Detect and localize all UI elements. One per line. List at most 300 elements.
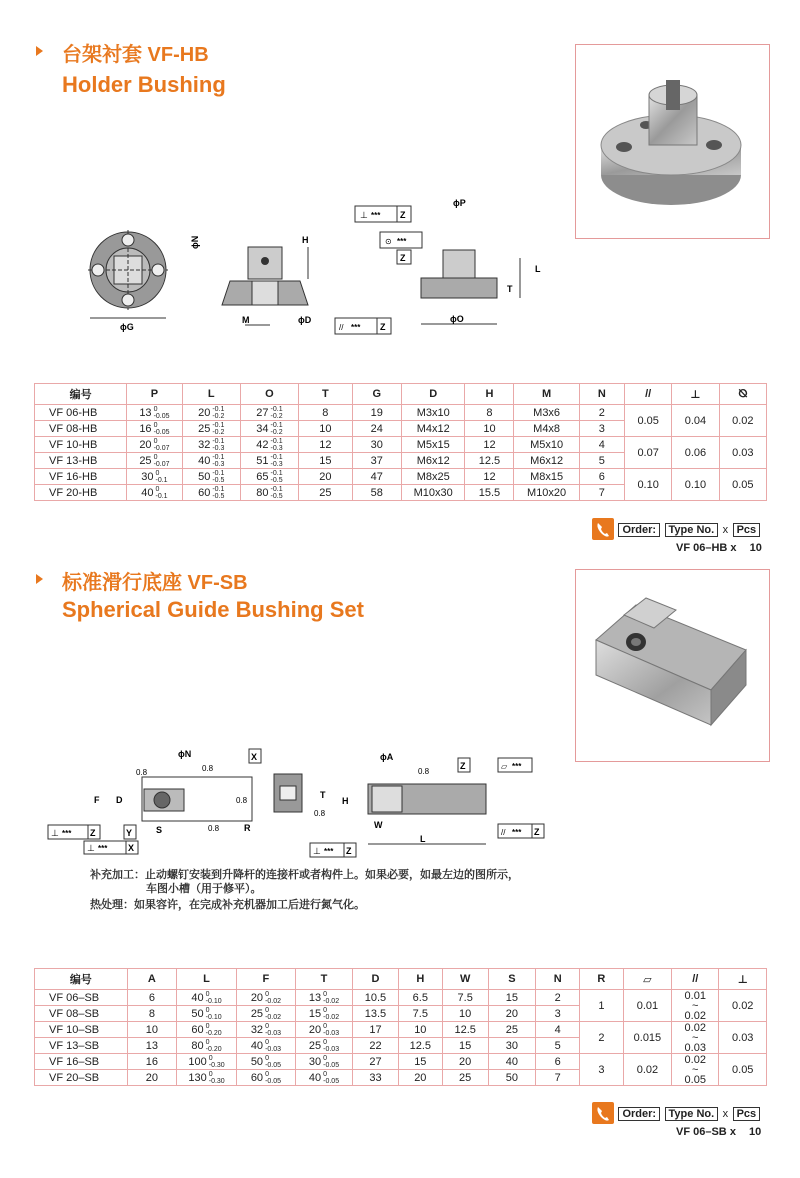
- section1-order-box: [592, 518, 760, 540]
- header-cell: F: [236, 969, 295, 990]
- dim-d-label-2: D: [116, 795, 123, 805]
- cell-value: 12: [483, 470, 496, 483]
- tolerance-upper: 0: [205, 1022, 210, 1030]
- tolerance: [212, 438, 224, 452]
- table-cell: [177, 1070, 237, 1086]
- tolerance-lower: -0.2: [270, 412, 283, 420]
- table-cell: [240, 437, 298, 453]
- table-cell: [182, 469, 240, 485]
- tolerance: [154, 422, 170, 436]
- cell-value: 32: [250, 1023, 264, 1036]
- dim-08-label-4: 0.8: [208, 824, 220, 833]
- table-cell: [536, 990, 580, 1006]
- cell-value: 3: [598, 422, 605, 435]
- tolerance-upper: 0: [265, 990, 269, 998]
- dim-f-label: F: [94, 795, 100, 805]
- header-cell: D: [353, 969, 399, 990]
- tolerance: [265, 991, 281, 1005]
- cell-value: VF 06–SB: [49, 991, 100, 1004]
- dim-08-label-1: 0.8: [136, 768, 148, 777]
- tolerance-upper: 0: [323, 1006, 328, 1014]
- cell-value: 13.5: [364, 1007, 387, 1020]
- table-cell: [35, 405, 127, 421]
- table-cell: [623, 1022, 671, 1054]
- cell-value: 0.07: [637, 446, 659, 459]
- table-cell: [352, 453, 401, 469]
- dim-l-label: L: [535, 264, 541, 274]
- table-cell: [579, 453, 624, 469]
- parallel-range-part: 0.02: [684, 1009, 706, 1022]
- header-cell: T: [299, 384, 353, 405]
- tolerance-lower: -0.05: [265, 1077, 282, 1085]
- tolerance-upper: -0.1: [212, 437, 225, 445]
- cell-value: 2: [598, 1031, 605, 1044]
- holder-side-view-drawing: [190, 225, 325, 335]
- cell-value: 5: [554, 1039, 561, 1052]
- cell-value: 25: [505, 1023, 519, 1036]
- tolerance: [154, 454, 170, 468]
- header-cell: ⊥: [672, 384, 719, 405]
- table-cell: [177, 1006, 237, 1022]
- cell-value: 4: [554, 1023, 561, 1036]
- cell-value: 40: [308, 1071, 322, 1084]
- tolerance-upper: -0.1: [270, 469, 283, 477]
- table-cell: [299, 485, 353, 501]
- table-cell: [514, 421, 579, 437]
- table-cell: [514, 405, 579, 421]
- table-cell: [35, 1022, 128, 1038]
- tolerance-lower: -0.1: [155, 492, 168, 500]
- table-cell: [536, 1054, 580, 1070]
- cell-value: 30: [308, 1055, 322, 1068]
- dim-stars-5: ***: [98, 844, 108, 853]
- table-cell: [352, 469, 401, 485]
- tolerance: [271, 406, 283, 420]
- cell-value: 25: [198, 422, 211, 435]
- svg-text://: //: [339, 323, 344, 332]
- order-label: Order:: [618, 1107, 660, 1121]
- cell-value: 20: [505, 1007, 519, 1020]
- tolerance: [206, 991, 222, 1005]
- tolerance-lower: -0.3: [212, 444, 225, 452]
- holder-section-view-drawing: [335, 192, 560, 342]
- tolerance-upper: 0: [153, 405, 158, 413]
- dim-z-label-7: Z: [346, 846, 352, 856]
- tolerance-upper: 0: [265, 1070, 269, 1078]
- header-cell: N: [579, 384, 624, 405]
- tolerance-upper: 0: [265, 1022, 269, 1030]
- cell-value: 0.03: [732, 446, 754, 459]
- table-cell: [295, 990, 352, 1006]
- cell-value: 12.5: [454, 1023, 476, 1036]
- cell-value: 25: [319, 486, 332, 499]
- dim-a-label: ϕA: [380, 752, 394, 762]
- table-cell: [127, 1054, 176, 1070]
- header-cell: ⦰: [719, 384, 766, 405]
- cell-value: 15: [319, 454, 332, 467]
- table-cell: [465, 485, 514, 501]
- cell-value: 60: [198, 486, 211, 499]
- table-cell: [488, 990, 536, 1006]
- cell-value: 25: [250, 1007, 264, 1020]
- table-cell: [182, 453, 240, 469]
- holder-bushing-render: [576, 45, 769, 238]
- table-cell: [353, 1006, 399, 1022]
- header-cell: N: [536, 969, 580, 990]
- order-example-x: x: [730, 542, 737, 554]
- dim-stars-6: ***: [512, 762, 522, 771]
- tolerance-lower: -0.02: [323, 1013, 340, 1021]
- tolerance: [154, 438, 170, 452]
- tolerance-lower: -0.2: [212, 412, 225, 420]
- cell-value: 8: [486, 406, 493, 419]
- tolerance-upper: 0: [323, 1038, 328, 1046]
- table-cell: [719, 469, 766, 501]
- table-cell: [295, 1022, 352, 1038]
- table-cell: [240, 485, 298, 501]
- tolerance-lower: -0.30: [208, 1061, 225, 1069]
- cell-value: 3: [598, 1063, 605, 1076]
- table-cell: [623, 1054, 671, 1086]
- table-cell: [127, 1070, 176, 1086]
- tolerance-upper: 0: [208, 1054, 213, 1062]
- tolerance-upper: 0: [323, 1022, 328, 1030]
- cell-value: VF 20–SB: [49, 1071, 100, 1084]
- order-pcs: Pcs: [733, 523, 761, 537]
- svg-text:⊥: ⊥: [51, 828, 59, 838]
- table-cell: [236, 1054, 295, 1070]
- cell-value: VF 08-HB: [49, 422, 98, 435]
- section1-title-en: Holder Bushing: [62, 72, 226, 97]
- header-cell: ▱: [623, 969, 671, 990]
- tolerance-lower: -0.10: [205, 1013, 222, 1021]
- dim-08-label-5: 0.8: [418, 767, 430, 776]
- cell-value: 0.02: [732, 414, 754, 427]
- cell-value: 5: [598, 454, 605, 467]
- table-cell: [442, 1038, 488, 1054]
- table-cell: [442, 1054, 488, 1070]
- table-cell: [35, 485, 127, 501]
- cell-value: M4x12: [416, 422, 450, 435]
- section1-title-cn: 台架衬套 VF-HB: [62, 44, 209, 66]
- cell-value: 12: [483, 438, 496, 451]
- tolerance-lower: -0.02: [265, 997, 282, 1005]
- tolerance: [209, 1055, 225, 1069]
- dim-w-label: W: [374, 820, 383, 830]
- tolerance-upper: 0: [155, 485, 160, 493]
- table-cell: [236, 1038, 295, 1054]
- cell-value: 20: [414, 1071, 427, 1084]
- header-cell: A: [127, 969, 176, 990]
- tolerance-lower: -0.03: [265, 1045, 282, 1053]
- cell-value: 15.5: [478, 486, 501, 499]
- tolerance-upper: 0: [265, 1054, 269, 1062]
- svg-text:⊥: ⊥: [313, 846, 321, 856]
- cell-value: 25: [139, 454, 152, 467]
- table-cell: [672, 437, 719, 469]
- table-cell: [442, 1006, 488, 1022]
- tolerance-lower: -0.30: [208, 1077, 225, 1085]
- guide-bushing-render: [576, 570, 769, 761]
- dim-d-label: ϕD: [298, 315, 312, 325]
- tolerance: [271, 470, 283, 484]
- cell-value: 0.015: [633, 1031, 662, 1044]
- tolerance: [265, 1039, 281, 1053]
- table-cell: [401, 405, 465, 421]
- table-cell: [672, 469, 719, 501]
- cell-value: M3x10: [416, 406, 450, 419]
- tolerance-lower: -0.05: [153, 428, 170, 436]
- note-line-1: 补充加工：止动螺钉安装到升降杆的连接杆或者构件上。如果必要，如最左边的图所示，: [90, 869, 519, 881]
- table-cell: [352, 437, 401, 453]
- tolerance: [212, 454, 224, 468]
- tolerance: [212, 406, 224, 420]
- holder-bushing-photo: [575, 44, 770, 239]
- dim-p-label: ϕP: [453, 198, 466, 208]
- cell-value: 0.10: [637, 478, 659, 491]
- table-cell: [465, 405, 514, 421]
- cell-value: M6x12: [416, 454, 450, 467]
- table-cell: [579, 469, 624, 485]
- cell-value: 8: [148, 1007, 155, 1020]
- cell-value: 6: [598, 470, 605, 483]
- svg-text:▱: ▱: [501, 762, 508, 771]
- cell-value: 32: [198, 438, 211, 451]
- header-cell: D: [401, 384, 465, 405]
- tolerance-lower: -0.02: [323, 997, 340, 1005]
- tolerance-lower: -0.05: [265, 1061, 282, 1069]
- tolerance-lower: -0.03: [323, 1029, 340, 1037]
- section2-title-cn: 标准滑行底座 VF-SB: [62, 572, 248, 594]
- header-cell: L: [182, 384, 240, 405]
- tolerance-upper: 0: [205, 1038, 210, 1046]
- cell-value: M6x12: [530, 454, 564, 467]
- order-type-no: Type No.: [665, 1107, 719, 1121]
- table-cell: [353, 1038, 399, 1054]
- cell-value: 2: [598, 406, 605, 419]
- table-cell: [353, 1054, 399, 1070]
- tolerance-lower: -0.10: [205, 997, 222, 1005]
- tolerance-lower: -0.07: [153, 460, 170, 468]
- table-cell: [177, 990, 237, 1006]
- table-cell: [719, 405, 766, 437]
- table-cell: [579, 405, 624, 421]
- cell-value: 8: [322, 406, 329, 419]
- cell-value: 0.05: [637, 414, 659, 427]
- table-cell: [580, 1022, 624, 1054]
- cell-value: 34: [256, 422, 269, 435]
- cell-value: 12.5: [478, 454, 501, 467]
- header-cell: //: [625, 384, 672, 405]
- parallel-range-part: 0.02: [684, 1053, 706, 1066]
- cell-value: 0.03: [732, 1031, 754, 1044]
- table-cell: [719, 990, 767, 1022]
- dim-r-label: R: [244, 823, 251, 833]
- cell-value: 16: [145, 1055, 158, 1068]
- table-cell: [299, 469, 353, 485]
- cell-value: 0.02: [636, 1063, 659, 1076]
- table-cell: [442, 1070, 488, 1086]
- cell-value: M4x8: [533, 422, 561, 435]
- table-cell: [536, 1038, 580, 1054]
- dim-o-label: ϕO: [450, 314, 464, 324]
- table-cell: [127, 990, 176, 1006]
- cell-value: 0.04: [684, 414, 707, 427]
- cell-value: 50: [250, 1055, 264, 1068]
- cell-value: VF 16-HB: [49, 470, 98, 483]
- tolerance-upper: 0: [323, 1054, 328, 1062]
- table-cell: [398, 1038, 442, 1054]
- tolerance-lower: -0.05: [323, 1061, 340, 1069]
- order-pcs: Pcs: [733, 1107, 761, 1121]
- tolerance-upper: 0: [153, 437, 158, 445]
- table-cell: [295, 1054, 352, 1070]
- table-cell: [177, 1038, 237, 1054]
- table-cell: [295, 1070, 352, 1086]
- table-cell: [35, 453, 127, 469]
- cell-value: 7.5: [412, 1007, 428, 1020]
- table-cell: [401, 421, 465, 437]
- cell-value: 25: [308, 1039, 322, 1052]
- table-cell: [579, 485, 624, 501]
- table-cell: [127, 1006, 176, 1022]
- header-cell: 编号: [35, 384, 127, 405]
- table-cell: [127, 453, 182, 469]
- table-cell: [625, 405, 672, 437]
- header-cell: W: [442, 969, 488, 990]
- tolerance-upper: -0.1: [270, 405, 283, 413]
- table-cell: [623, 990, 671, 1022]
- tolerance-upper: 0: [208, 1070, 213, 1078]
- dim-z-label-1: Z: [400, 210, 406, 220]
- cell-value: 20: [319, 470, 332, 483]
- table-cell: [536, 1022, 580, 1038]
- tolerance-lower: -0.3: [270, 460, 283, 468]
- cell-value: 25: [459, 1071, 472, 1084]
- guide-end-view-drawing: [270, 770, 310, 820]
- table-cell: [182, 405, 240, 421]
- table-cell: [127, 437, 182, 453]
- tolerance-upper: 0: [323, 990, 328, 998]
- cell-value: 7.5: [457, 991, 473, 1004]
- table-cell: [580, 1054, 624, 1086]
- table-cell: [625, 437, 672, 469]
- parallel-range-part: 0.02: [684, 1021, 706, 1034]
- dim-n-label-2: ϕN: [178, 749, 192, 759]
- table-cell: [240, 469, 298, 485]
- cell-value: 37: [370, 454, 383, 467]
- cell-value: VF 10–SB: [49, 1023, 100, 1036]
- cell-value: 40: [198, 454, 211, 467]
- section2-order-box: [592, 1102, 760, 1124]
- cell-value: 27: [369, 1055, 382, 1068]
- cell-value: VF 10-HB: [49, 438, 98, 451]
- tolerance-lower: -0.03: [265, 1029, 282, 1037]
- table-row: [35, 437, 767, 453]
- table-cell: [299, 405, 353, 421]
- table-row: [35, 1054, 767, 1070]
- cell-value: 42: [256, 438, 269, 451]
- order-x: x: [722, 524, 729, 537]
- table-cell: [672, 1022, 719, 1054]
- table-cell: [536, 1006, 580, 1022]
- table-cell: [35, 421, 127, 437]
- table-cell: [719, 437, 766, 469]
- tolerance: [271, 422, 283, 436]
- parallel-range-part: ~: [692, 1031, 699, 1044]
- tolerance: [323, 1007, 339, 1021]
- table-cell: [398, 1070, 442, 1086]
- dim-stars-3: ***: [351, 323, 361, 332]
- table-cell: [240, 453, 298, 469]
- table-row: [35, 405, 767, 421]
- cell-value: 6.5: [412, 991, 428, 1004]
- dim-z-label-3: Z: [380, 322, 386, 332]
- cell-value: 130: [188, 1071, 207, 1084]
- tolerance: [323, 1039, 339, 1053]
- tolerance-lower: -0.2: [270, 428, 283, 436]
- tolerance: [156, 486, 168, 500]
- note-line-3: 热处理：如果容许，在完成补充机器加工后进行氮气化。: [90, 899, 365, 911]
- dim-z-label-2: Z: [400, 253, 406, 263]
- guide-perp-tolerance: [308, 842, 358, 858]
- table-cell: [240, 421, 298, 437]
- tolerance: [206, 1007, 222, 1021]
- cell-value: 27: [256, 406, 269, 419]
- table-cell: [352, 405, 401, 421]
- table-cell: [352, 485, 401, 501]
- cell-value: 7: [554, 1071, 561, 1084]
- tolerance-upper: 0: [205, 1006, 210, 1014]
- cell-value: 10: [414, 1023, 427, 1036]
- table-row: [35, 469, 767, 485]
- table-row: [35, 990, 767, 1006]
- tolerance-upper: -0.1: [212, 469, 225, 477]
- cell-value: 0.05: [732, 1063, 754, 1076]
- cell-value: 0.01: [636, 999, 659, 1012]
- parallel-range-part: 0.03: [684, 1041, 706, 1054]
- tolerance: [271, 486, 283, 500]
- cell-value: 80: [191, 1039, 204, 1052]
- table-cell: [35, 437, 127, 453]
- table-cell: [127, 1022, 176, 1038]
- tolerance-upper: 0: [205, 990, 210, 998]
- cell-value: 40: [191, 991, 204, 1004]
- cell-value: 6: [554, 1055, 561, 1068]
- tolerance-upper: 0: [265, 1006, 269, 1014]
- dim-h-label: H: [302, 235, 309, 245]
- table-header-row: [35, 969, 767, 990]
- table-cell: [127, 485, 182, 501]
- header-cell: L: [177, 969, 237, 990]
- tolerance-lower: -0.1: [155, 476, 168, 484]
- dim-stars-7: ***: [512, 828, 522, 837]
- dim-s-label: S: [156, 825, 163, 835]
- table-cell: [35, 1070, 128, 1086]
- section2-bullet-icon: [36, 574, 43, 584]
- table-cell: [625, 469, 672, 501]
- cell-value: 12.5: [409, 1039, 432, 1052]
- cell-value: 3: [554, 1007, 561, 1020]
- cell-value: 30: [370, 438, 383, 451]
- tolerance-upper: 0: [323, 1070, 328, 1078]
- cell-value: 7: [598, 486, 605, 499]
- phone-icon: [592, 1102, 614, 1124]
- cell-value: 20: [198, 406, 211, 419]
- table-cell: [127, 1038, 176, 1054]
- guide-top-view-drawing: [44, 745, 258, 855]
- order-example-qty: 10: [749, 1126, 762, 1138]
